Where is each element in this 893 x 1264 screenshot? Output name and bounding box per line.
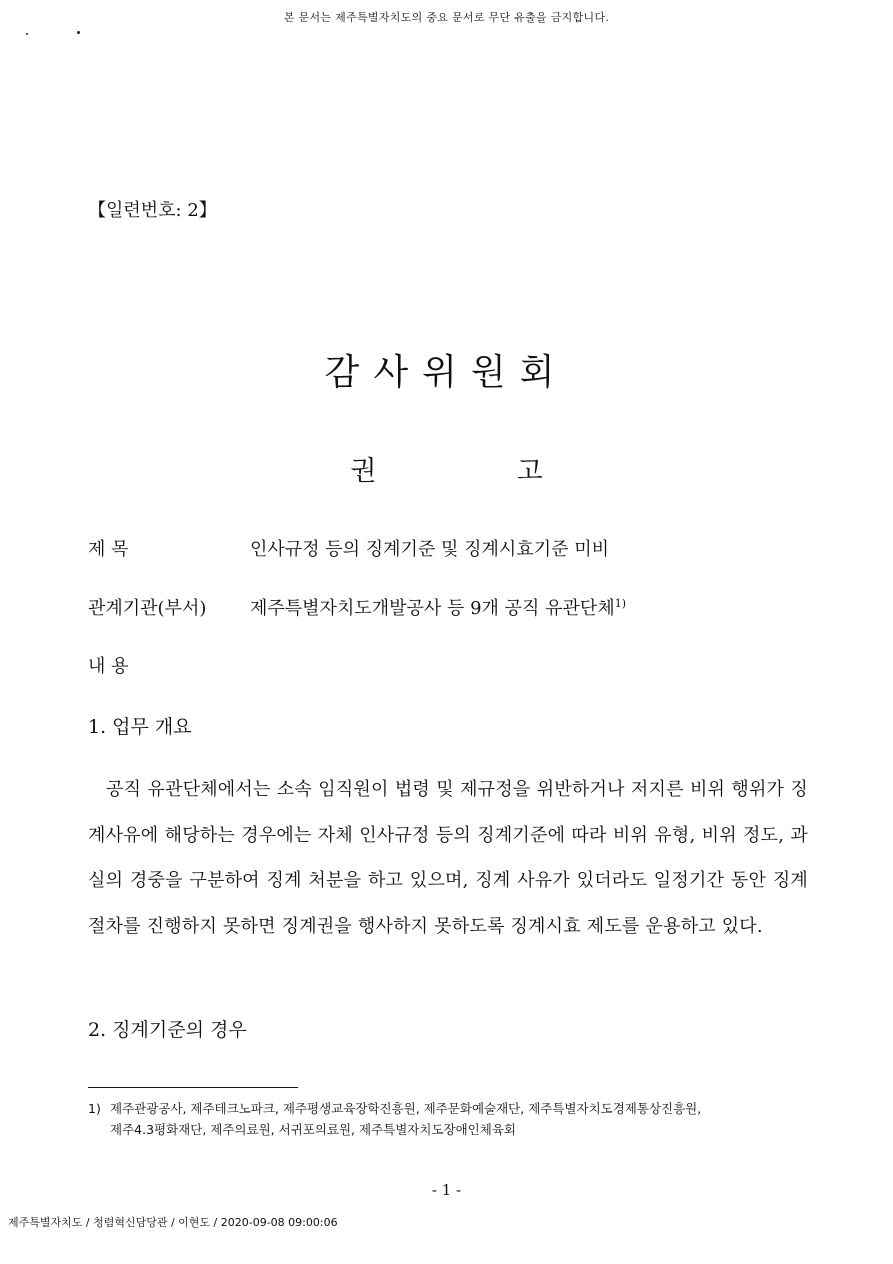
footnote-line-1: 제주관광공사, 제주테크노파크, 제주평생교육장학진흥원, 제주문화예술재단, 제주특별자치도경제통상진흥원, [110,1101,702,1116]
section-1-body [88,767,808,949]
document-type-title [0,449,893,488]
scan-speck [26,33,28,35]
agency-value: 제주특별자치도개발공사 등 9개 공직 유관단체 [250,598,615,619]
section-2-title: 2. 징계기준의 경우 [88,1019,247,1041]
footnote-reference: 1) [614,597,627,610]
footnote-divider [88,1087,298,1088]
section-1-title: 1. 업무 개요 [88,716,192,738]
scan-speck [77,31,80,34]
page-number: - 1 - [431,1181,462,1199]
doc-type-left: 권 [350,456,377,487]
committee-heading: 감사위원회 [324,352,569,393]
footnote [88,1098,818,1140]
serial-number: 【일련번호: 2】 [88,200,217,221]
footer-stamp: 제주특별자치도 / 청렴혁신담당관 / 이현도 / 2020-09-08 09:00:06 [8,1216,338,1229]
subject-value: 인사규정 등의 징계기준 및 징계시효기준 미비 [250,539,609,560]
footnote-line-2: 제주4.3평화재단, 제주의료원, 서귀포의료원, 제주특별자치도장애인체육회 [110,1122,516,1137]
doc-type-right: 고 [516,456,543,487]
footnote-number: 1) [88,1101,101,1116]
agency-value-wrap [250,594,626,620]
content-label: 내 용 [88,656,129,677]
section-1-body-text: 공직 유관단체에서는 소속 임직원이 법령 및 제규정을 위반하거나 저지른 비위 행위가 징계사유에 해당하는 경우에는 자체 인사규정 등의 징계기준에 따라 비위 유형, 비위 정도, 과실의 경중을 구분하여 징계 처분을 하고 있으며, 징계 사유가 있더라도 일정기간 동안 징계 절차를 진행하지 못하면 징계권을 행사하지 못하도록 징계시효 제도를 운용하고 있다. [88,779,808,937]
agency-label: 관계기관(부서) [88,598,207,619]
confidentiality-notice: 본 문서는 제주특별자치도의 중요 문서로 무단 유출을 금지합니다. [283,11,610,24]
subject-label: 제 목 [88,539,129,560]
